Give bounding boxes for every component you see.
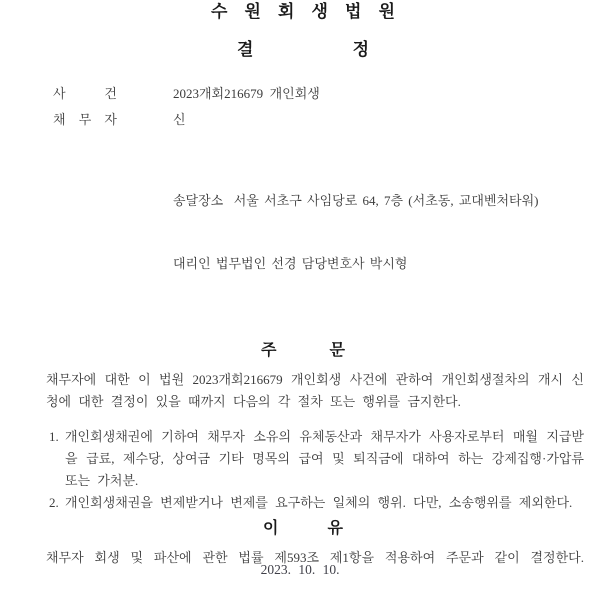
order-list-item [46, 492, 584, 514]
item-number: 2. [49, 495, 59, 510]
item-number: 1. [49, 429, 59, 444]
debtor-name-value: 신 [173, 112, 186, 127]
debtor-row [46, 110, 584, 130]
order-item-list [46, 426, 584, 514]
case-label: 사 건 [53, 86, 117, 101]
service-info-section [173, 148, 584, 316]
decision-date: 2023. 10. 10. [260, 562, 340, 577]
service-address-line: 송달장소 서울 서초구 사임당로 64, 7층 (서초동, 교대벤처타워) [173, 193, 539, 208]
debtor-label: 채 무 자 [53, 112, 117, 127]
attorney-line: 대리인 법무법인 선경 담당변호사 박시형 [173, 256, 408, 271]
order-intro-paragraph: 채무자에 대한 이 법원 2023개회216679 개인회생 사건에 관하여 개인회생절차의 개시 신청에 대한 결정이 있을 때까지 다음의 각 절차 또는 행위를 금지한다. [46, 372, 584, 409]
order-list-item [46, 426, 584, 492]
court-name-title: 수 원 회 생 법 원 [211, 2, 395, 21]
case-info-section [46, 84, 584, 130]
item-text: 개인회생채권을 변제받거나 변제를 요구하는 일체의 행위. 다만, 소송행위를 제외한다. [65, 495, 573, 510]
case-number-row [46, 84, 584, 104]
reason-section-heading: 이 유 [263, 520, 343, 537]
order-section-heading: 주 문 [261, 342, 345, 359]
case-number-value: 2023개회216679 개인회생 [173, 86, 320, 101]
item-text: 개인회생채권에 기하여 채무자 소유의 유체동산과 채무자가 사용자로부터 매월 지급받을 급료, 제수당, 상여금 기타 명목의 급여 및 퇴직금에 대하여 하는 강제집행·가압류 또는 가처분. [65, 429, 584, 488]
decision-title: 결 정 [237, 40, 369, 59]
reason-paragraph: 채무자 회생 및 파산에 관한 법률 제593조 제1항을 적용하여 주문과 같이 결정한다. [46, 550, 584, 565]
